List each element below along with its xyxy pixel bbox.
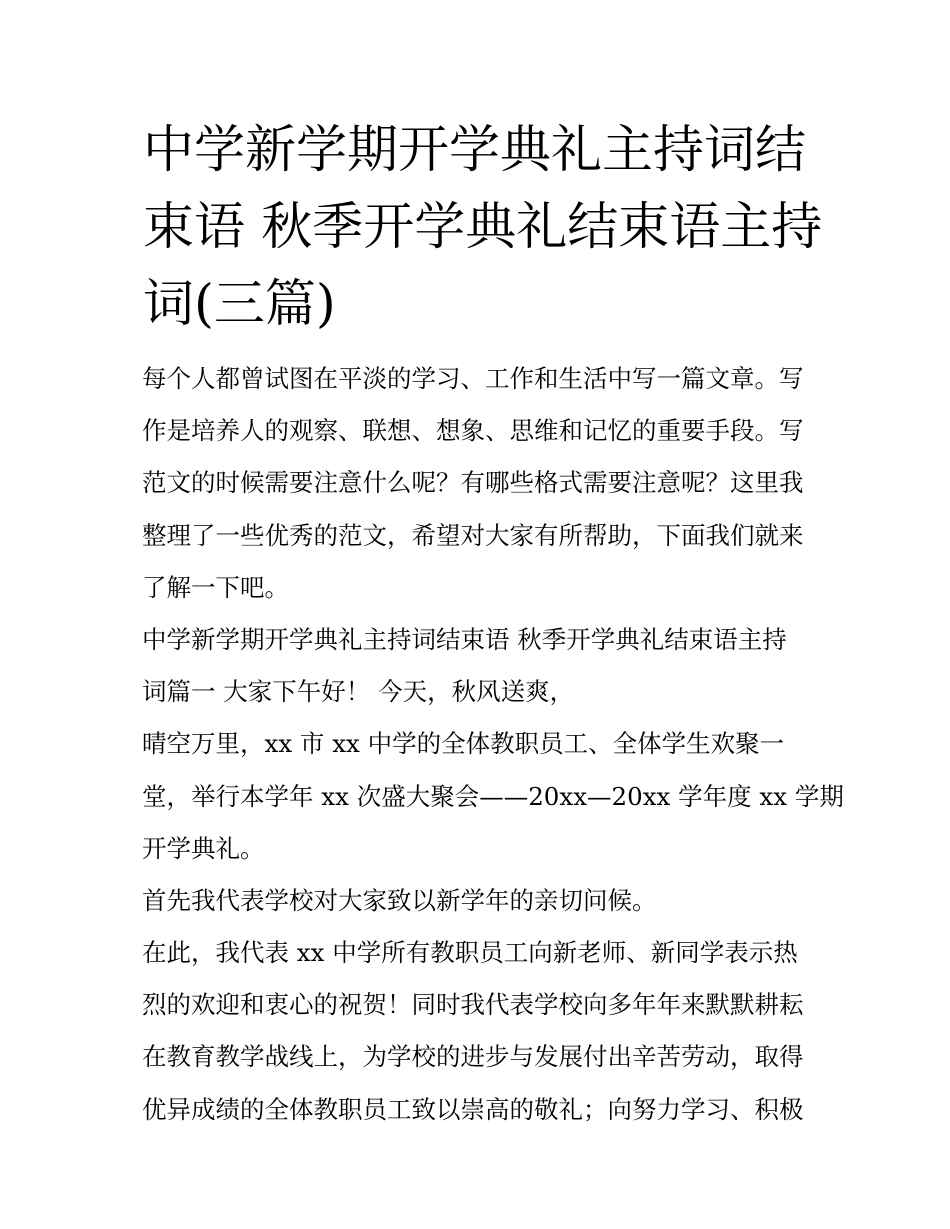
title-line: 中学新学期开学典礼主持词结 [143, 121, 807, 180]
body-line: 堂，举行本学年 xx 次盛大聚会——20xx—20xx 学年度 xx 学期 [142, 781, 844, 811]
body-line: 烈的欢迎和衷心的祝贺！同时我代表学校向多年年来默默耕耘 [142, 990, 804, 1020]
body-line: 在教育教学战线上，为学校的进步与发展付出辛苦劳动，取得 [142, 1042, 804, 1072]
body-line: 晴空万里，xx 市 xx 中学的全体教职员工、全体学生欢聚一 [142, 729, 785, 759]
body-line: 作是培养人的观察、联想、想象、思维和记忆的重要手段。写 [142, 416, 804, 446]
body-line: 首先我代表学校对大家致以新学年的亲切问候。 [142, 885, 657, 915]
body-line: 了解一下吧。 [142, 572, 289, 602]
body-line: 开学典礼。 [142, 833, 265, 863]
body-line: 词篇一 大家下午好！ 今天，秋风送爽， [142, 677, 575, 707]
title-line: 束语 秋季开学典礼结束语主持 [143, 198, 823, 257]
document-title [143, 112, 823, 343]
body-line: 优异成绩的全体教职员工致以崇高的敬礼；向努力学习、积极 [142, 1094, 804, 1124]
body-line: 在此，我代表 xx 中学所有教职员工向新老师、新同学表示热 [142, 938, 798, 968]
document-body [142, 353, 844, 1136]
body-line: 中学新学期开学典礼主持词结束语 秋季开学典礼结束语主持 [142, 624, 787, 654]
body-line: 整理了一些优秀的范文，希望对大家有所帮助，下面我们就来 [142, 520, 804, 550]
body-line: 每个人都曾试图在平淡的学习、工作和生活中写一篇文章。写 [142, 364, 804, 393]
title-line: 词(三篇) [143, 275, 336, 334]
body-line: 范文的时候需要注意什么呢？有哪些格式需要注意呢？这里我 [142, 468, 804, 498]
